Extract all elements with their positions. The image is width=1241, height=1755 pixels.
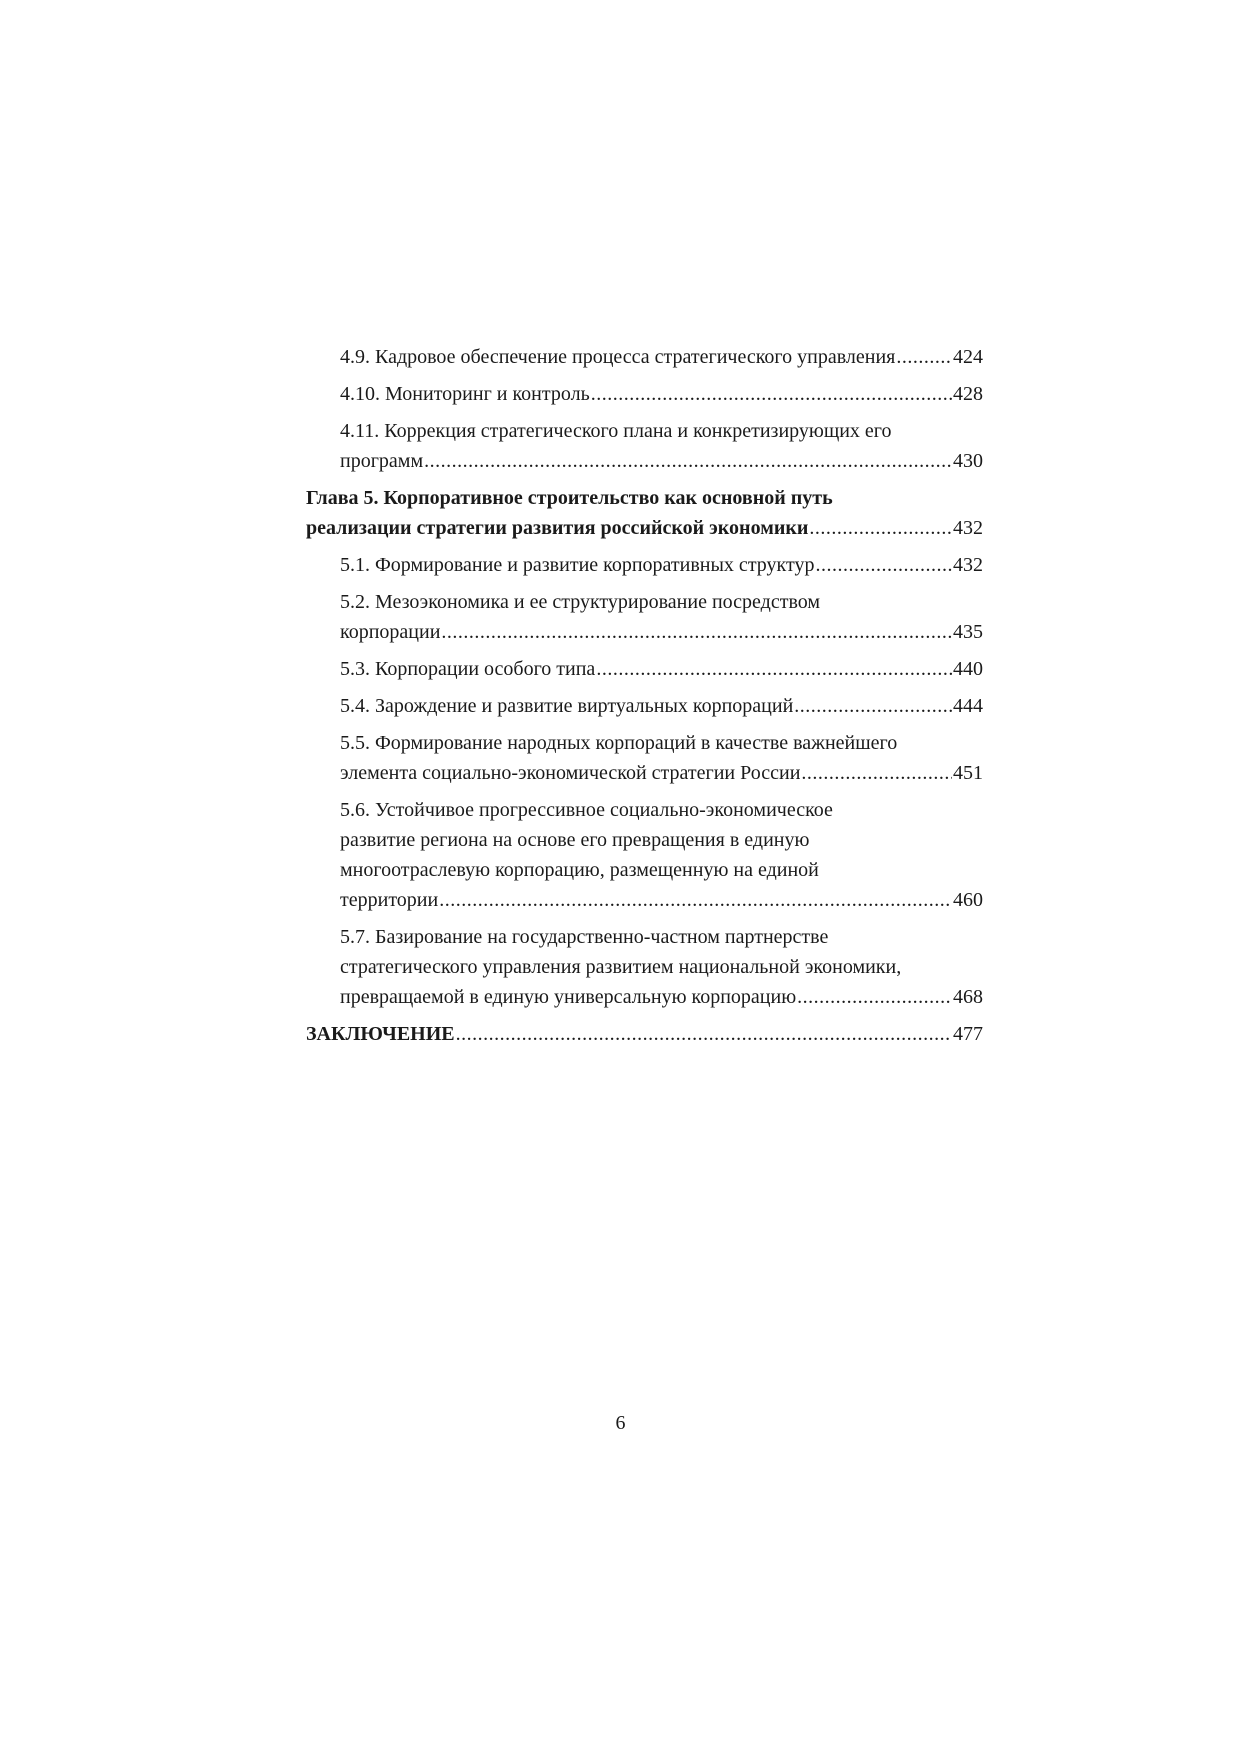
toc-chapter-entry [306, 483, 983, 543]
toc-entry-page: 432 [953, 554, 983, 576]
toc-entry-page: 435 [953, 621, 983, 643]
toc-entry-title-line: стратегического управления развитием национальной экономики, [340, 956, 902, 978]
toc-entry-leader-line [340, 342, 983, 372]
toc-entry-leader-line [340, 691, 983, 721]
toc-entry-page: 468 [953, 986, 983, 1008]
dot-leader [801, 758, 952, 788]
dot-leader [439, 885, 952, 915]
toc-entry-title: 4.10. Мониторинг и контроль [340, 383, 590, 405]
toc-section-entry [306, 795, 983, 915]
toc-entry-title: территории [340, 889, 439, 911]
toc-entry-leader-line [340, 885, 983, 915]
dot-leader [591, 379, 952, 409]
toc-entry-page: 451 [953, 762, 983, 784]
toc-section-entry [306, 550, 983, 580]
toc-chapter-entry [306, 1019, 983, 1049]
toc-section-entry [306, 691, 983, 721]
toc-entry-title: 5.3. Корпорации особого типа [340, 658, 596, 680]
toc-entry-page: 477 [953, 1023, 983, 1045]
toc-entry-leader-line [306, 1019, 983, 1049]
dot-leader [815, 550, 952, 580]
toc-entry-title: элемента социально-экономической стратегии России [340, 762, 801, 784]
toc-section-entry [306, 654, 983, 684]
toc-entry-leader-line [340, 758, 983, 788]
toc-entry-page: 428 [953, 383, 983, 405]
table-of-contents [306, 342, 983, 1056]
dot-leader [456, 1019, 952, 1049]
toc-entry-leader-line [340, 654, 983, 684]
toc-entry-title: 4.9. Кадровое обеспечение процесса стратегического управления [340, 346, 896, 368]
toc-section-entry [306, 416, 983, 476]
toc-entry-page: 460 [953, 889, 983, 911]
toc-entry-page: 444 [953, 695, 983, 717]
toc-section-entry [306, 379, 983, 409]
dot-leader [424, 446, 952, 476]
toc-entry-leader-line [340, 379, 983, 409]
dot-leader [596, 654, 952, 684]
toc-entry-leader-line [340, 982, 983, 1012]
toc-entry-page: 424 [953, 346, 983, 368]
toc-entry-title-line: 5.5. Формирование народных корпораций в качестве важнейшего [340, 732, 898, 754]
dot-leader [797, 982, 952, 1012]
toc-section-entry [306, 587, 983, 647]
toc-entry-leader-line [340, 617, 983, 647]
toc-entry-title-line: 5.2. Мезоэкономика и ее структурирование посредством [340, 591, 821, 613]
toc-entry-title-line: развитие региона на основе его превращения в единую [340, 829, 810, 851]
toc-entry-title: 5.1. Формирование и развитие корпоративных структур [340, 554, 815, 576]
toc-entry-page: 430 [953, 450, 983, 472]
toc-entry-leader-line [340, 446, 983, 476]
toc-entry-title: 5.4. Зарождение и развитие виртуальных корпораций [340, 695, 794, 717]
toc-entry-title: программ [340, 450, 424, 472]
toc-entry-title-line: 5.6. Устойчивое прогрессивное социально-экономическое [340, 799, 833, 821]
toc-entry-title-line: 5.7. Базирование на государственно-частном партнерстве [340, 926, 829, 948]
toc-entry-title-line: Глава 5. Корпоративное строительство как основной путь [306, 487, 833, 509]
toc-entry-title-line: многоотраслевую корпорацию, размещенную на единой [340, 859, 819, 881]
toc-entry-title-line: 4.11. Коррекция стратегического плана и конкретизирующих его [340, 420, 892, 442]
dot-leader [794, 691, 952, 721]
toc-section-entry [306, 342, 983, 372]
dot-leader [896, 342, 952, 372]
toc-entry-title: реализации стратегии развития российской экономики [306, 517, 809, 539]
dot-leader [809, 513, 952, 543]
toc-section-entry [306, 728, 983, 788]
toc-section-entry [306, 922, 983, 1012]
page-number: 6 [615, 1412, 626, 1434]
dot-leader [441, 617, 952, 647]
toc-entry-title: превращаемой в единую универсальную корпорацию [340, 986, 797, 1008]
toc-entry-page: 440 [953, 658, 983, 680]
toc-entry-title: корпорации [340, 621, 441, 643]
toc-entry-leader-line [340, 550, 983, 580]
toc-entry-title: ЗАКЛЮЧЕНИЕ [306, 1023, 455, 1045]
toc-entry-page: 432 [953, 517, 983, 539]
toc-entry-leader-line [306, 513, 983, 543]
